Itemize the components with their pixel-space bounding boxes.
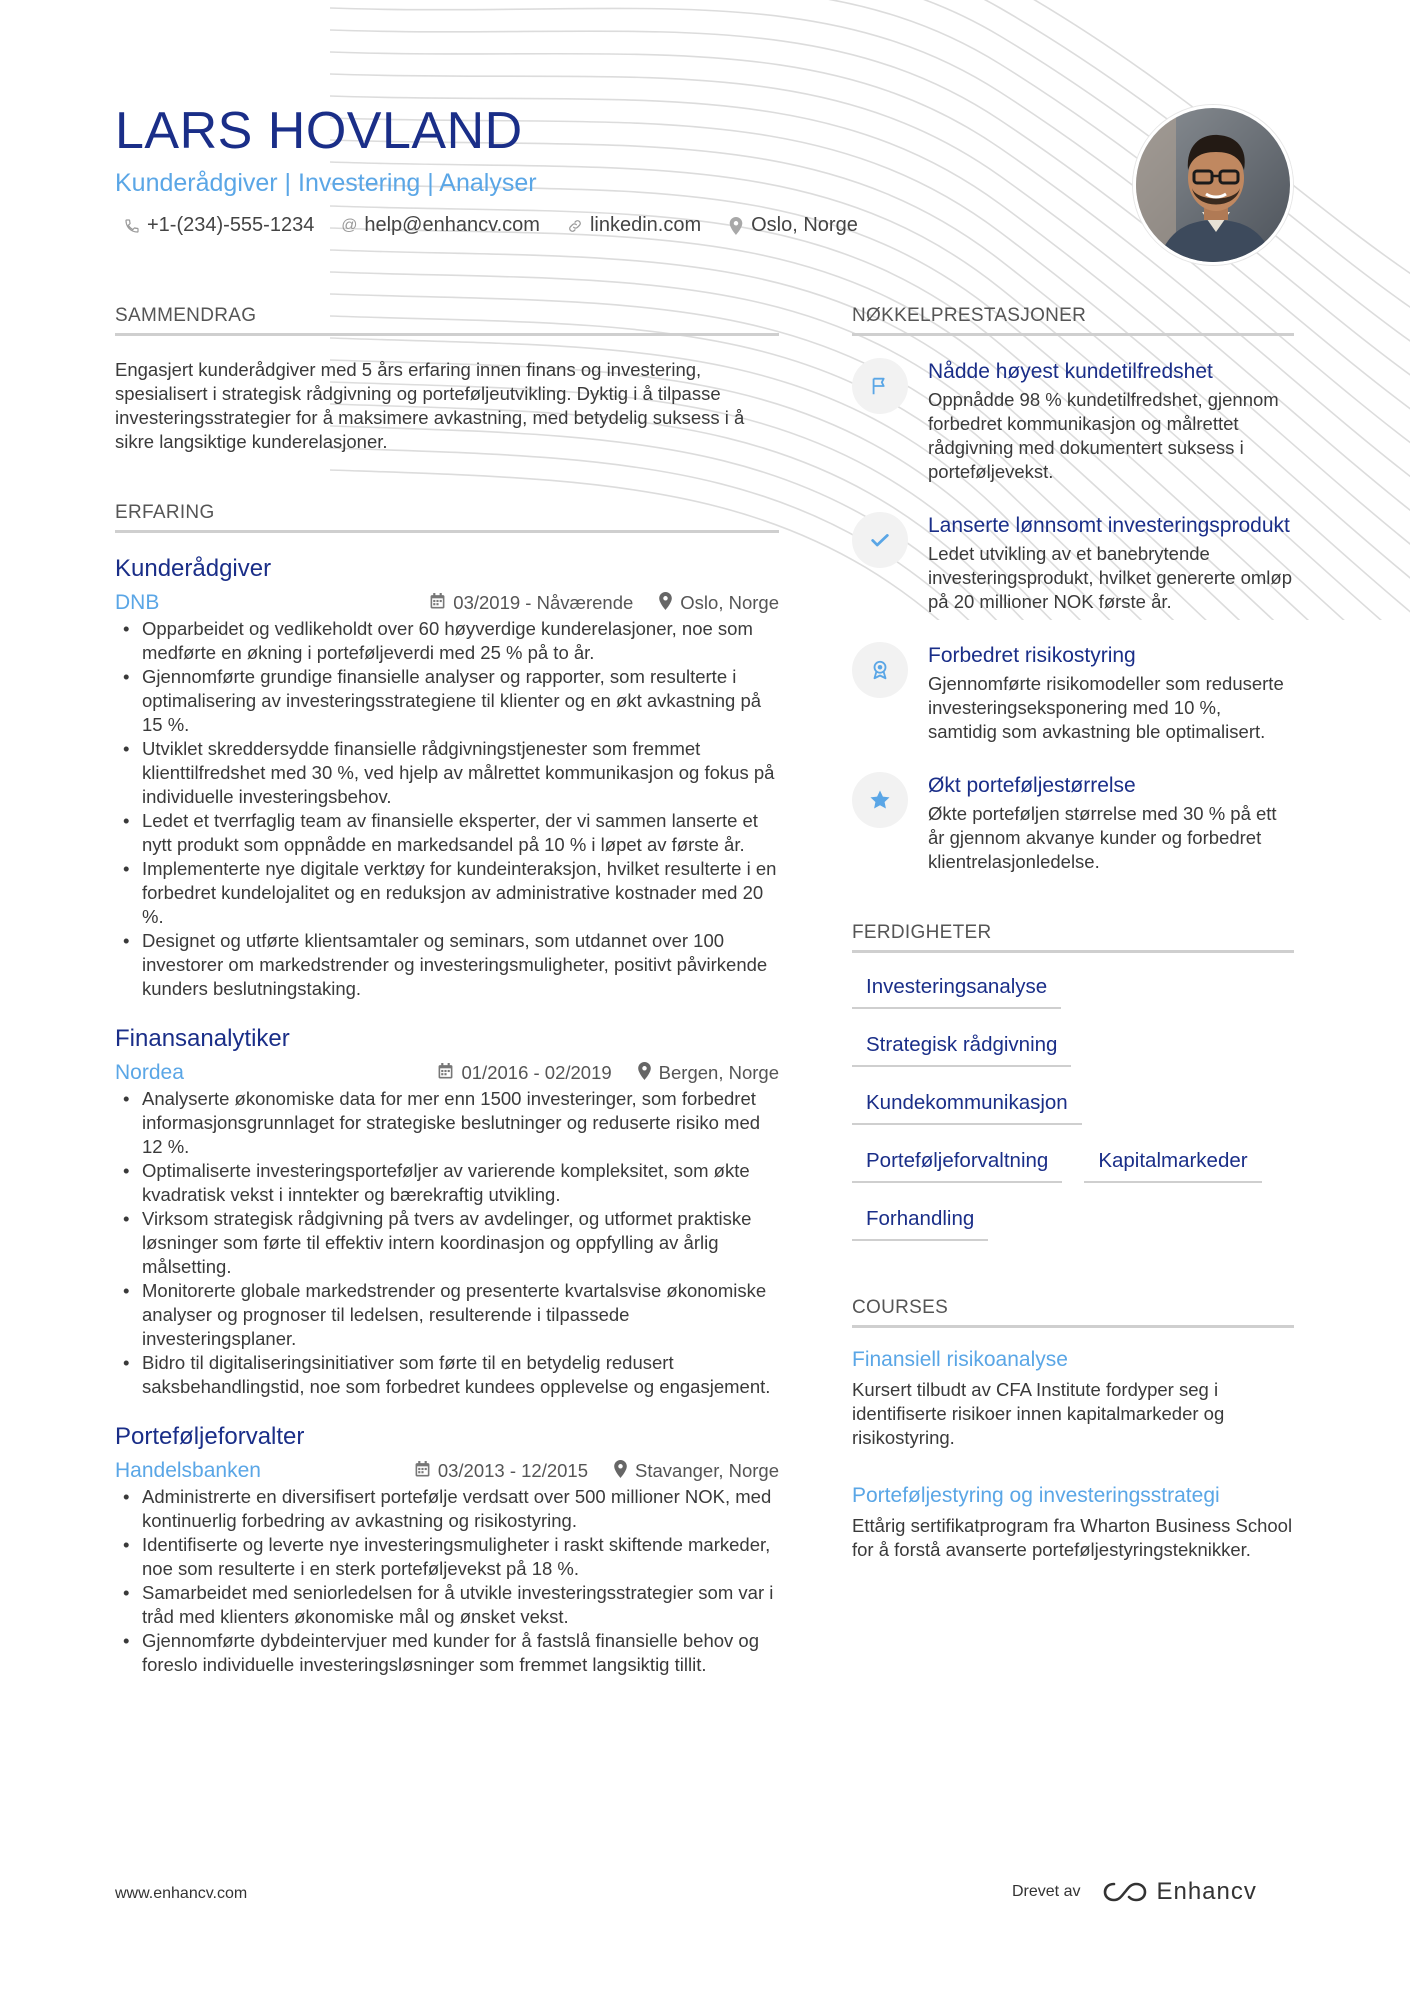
- job-bullet: • Ledet et tverrfaglig team av finansielle eksperter, der vi sammen lanserte et nytt produkt som oppnådde en markedsandel på 10 % i løpet av første år.: [115, 809, 779, 857]
- achievement-body: [928, 772, 1294, 874]
- skills-row: [852, 1033, 1294, 1067]
- job-meta: [115, 591, 779, 615]
- company-name: Nordea: [115, 1061, 184, 1084]
- location-pin-icon: [614, 1460, 627, 1483]
- job-location-text: Bergen, Norge: [658, 1062, 779, 1083]
- job-bullet: • Virksom strategisk rådgivning på tvers av avdelinger, og utformet praktiske løsninger som førte til effektiv intern koordinasjon og oppfylling av årlig målsetting.: [115, 1207, 779, 1279]
- linkedin-text: linkedin.com: [589, 214, 702, 236]
- job-dates-text: 03/2019 - Nåværende: [453, 592, 634, 613]
- job-location-text: Oslo, Norge: [680, 592, 779, 613]
- achievement-text: Gjennomførte risikomodeller som reduserte investeringseksponering med 10 %, samtidig som avkastning ble optimalisert.: [928, 673, 1284, 742]
- job-bullet: • Designet og utførte klientsamtaler og seminars, som utdannet over 100 investorer om markedstrender og investeringsmuligheter, positivt påvirkende kunders beslutningstaking.: [115, 929, 779, 1001]
- calendar-icon: [430, 593, 445, 614]
- course-item: [852, 1346, 1294, 1450]
- job-meta-details: [438, 1062, 779, 1085]
- skill-tag: Porteføljeforvaltning: [852, 1149, 1062, 1183]
- course-item: [852, 1482, 1294, 1562]
- experience-heading: ERFARING: [115, 502, 779, 533]
- job-bullet: • Opparbeidet og vedlikeholdt over 60 høyverdige kunderelasjoner, noe som medførte en økning i porteføljeverdi med 25 % på to år.: [115, 617, 779, 665]
- achievement-item: [852, 772, 1294, 874]
- check-icon: [852, 512, 908, 568]
- calendar-icon: [415, 1461, 430, 1482]
- job-bullet: • Bidro til digitaliseringsinitiativer som førte til en betydelig redusert saksbehandlingstid, noe som forbedret kundees opplevelse og engasjement.: [115, 1351, 779, 1399]
- job-location-text: Stavanger, Norge: [635, 1460, 779, 1481]
- skill-tag: Strategisk rådgivning: [852, 1033, 1071, 1067]
- contact-linkedin[interactable]: [566, 214, 701, 237]
- location-text: Oslo, Norge: [751, 214, 858, 236]
- job-bullet: • Analyserte økonomiske data for mer enn 1500 investeringer, som forbedret informasjonsgrunnlaget for strategiske beslutninger og reduserte risiko med 12 %.: [115, 1087, 779, 1159]
- achievement-body: [928, 358, 1294, 484]
- experience-list: [115, 553, 779, 1677]
- job-location: [659, 592, 779, 615]
- job-bullets: [115, 617, 779, 1001]
- summary-text: Engasjert kunderådgiver med 5 års erfaring innen finans og investering, spesialisert i strategisk rådgivning og porteføljeutvikling. Dyktig i å tilpasse investeringsstrategier for å maksimere avkastning, med betydelig suksess i å sikre langsiktige kunderelasjoner.: [115, 359, 745, 452]
- candidate-name: LARS HOVLAND: [115, 102, 523, 160]
- contact-email[interactable]: [340, 214, 540, 237]
- experience-entry: [115, 1023, 779, 1399]
- achievement-title: Lanserte lønnsomt investeringsprodukt: [928, 514, 1290, 537]
- location-pin-icon: [638, 1062, 651, 1085]
- achievements-list: [852, 358, 1294, 874]
- infinity-icon: [1102, 1880, 1148, 1904]
- link-icon: [566, 218, 584, 234]
- award-icon: [852, 642, 908, 698]
- job-bullet: • Gjennomførte dybdeintervjuer med kunder for å fastslå finansielle behov og foreslo individuelle investeringsløsninger som fremmet langsiktig tillit.: [115, 1629, 779, 1677]
- contact-location: [727, 214, 858, 237]
- skill-tag: Kundekommunikasjon: [852, 1091, 1082, 1125]
- brand-logo[interactable]: [1102, 1878, 1256, 1906]
- resume-header: [115, 100, 1115, 237]
- skills-row: [852, 1149, 1294, 1183]
- courses-heading: COURSES: [852, 1297, 1294, 1328]
- job-bullet: • Identifiserte og leverte nye investeringsmuligheter i raskt skiftende markeder, noe som resulterte i en sterk porteføljevekst på 18 %.: [115, 1533, 779, 1581]
- achievement-item: [852, 512, 1294, 614]
- job-title: Kunderådgiver: [115, 555, 272, 582]
- job-bullet: • Gjennomførte grundige finansielle analyser og rapporter, som resulterte i optimalisering av investeringsstrategiene til klienter og en økt avkastning på 15 %.: [115, 665, 779, 737]
- skills-row: [852, 1207, 1294, 1241]
- contact-phone[interactable]: [123, 214, 314, 237]
- star-icon: [852, 772, 908, 828]
- candidate-title: Kunderådgiver | Investering | Analyser: [115, 169, 537, 197]
- company-name: Handelsbanken: [115, 1459, 261, 1482]
- job-bullet: • Monitorerte globale markedstrender og presenterte kvartalsvise økonomiske analyser og prognoser til ledelsen, resulterende i tilpassede investeringsplaner.: [115, 1279, 779, 1351]
- job-dates-text: 01/2016 - 02/2019: [461, 1062, 612, 1083]
- flag-icon: [852, 358, 908, 414]
- job-location: [638, 1062, 779, 1085]
- courses-list: [852, 1346, 1294, 1562]
- at-icon: @: [341, 216, 358, 234]
- job-bullet: • Utviklet skreddersydde finansielle rådgivningstjenester som fremmet klienttilfredshet med 30 %, ved hjelp av målrettet kommunikasjon og fokus på individuelle investeringsbehov.: [115, 737, 779, 809]
- skills-heading: FERDIGHETER: [852, 922, 1294, 953]
- job-bullet: • Samarbeidet med seniorledelsen for å utvikle investeringsstrategier som var i tråd med klienters økonomiske mål og ønsket vekst.: [115, 1581, 779, 1629]
- job-meta-details: [430, 592, 779, 615]
- achievement-title: Økt porteføljestørrelse: [928, 774, 1136, 797]
- job-bullet: • Administrerte en diversifisert portefølje verdsatt over 500 millioner NOK, med kontinuerlig forbedring av avkastning og risikostyring.: [115, 1485, 779, 1533]
- skills-list: [852, 975, 1294, 1241]
- experience-entry: [115, 553, 779, 1001]
- right-column: [852, 305, 1294, 1562]
- footer-branding: [1012, 1878, 1257, 1906]
- email-text: help@enhancv.com: [364, 214, 540, 236]
- company-name: DNB: [115, 591, 160, 614]
- achievement-text: Ledet utvikling av et banebrytende investeringsprodukt, hvilket genererte omløp på 20 millioner NOK første år.: [928, 543, 1293, 612]
- skills-row: [852, 1091, 1294, 1125]
- achievement-text: Økte porteføljen størrelse med 30 % på ett år gjennom akvanye kunder og forbedret klientrelasjonledelse.: [928, 803, 1277, 872]
- powered-by-text: Drevet av: [1012, 1883, 1081, 1900]
- job-location: [614, 1460, 779, 1483]
- skill-tag: Investeringsanalyse: [852, 975, 1061, 1009]
- achievement-body: [928, 642, 1294, 744]
- left-column: [115, 305, 779, 1677]
- course-text: Kursert tilbudt av CFA Institute fordyper seg i identifiserte risikoer innen kapitalmarkeder og risikostyring.: [852, 1379, 1225, 1448]
- brand-name: Enhancv: [1156, 1878, 1257, 1905]
- achievement-item: [852, 642, 1294, 744]
- calendar-icon: [438, 1063, 453, 1084]
- job-dates: [415, 1460, 588, 1482]
- achievement-item: [852, 358, 1294, 484]
- job-bullet: • Implementerte nye digitale verktøy for kundeinteraksjon, hvilket resulterte i en forbedret kundelojalitet og en reduksjon av administrative kostnader med 20 %.: [115, 857, 779, 929]
- job-title: Finansanalytiker: [115, 1025, 290, 1052]
- experience-entry: [115, 1421, 779, 1677]
- phone-text: +1-(234)-555-1234: [147, 214, 315, 236]
- job-bullets: [115, 1087, 779, 1399]
- footer-website[interactable]: www.enhancv.com: [115, 1885, 248, 1902]
- achievement-body: [928, 512, 1294, 614]
- skills-row: [852, 975, 1294, 1009]
- location-pin-icon: [727, 217, 745, 235]
- job-bullet: • Optimaliserte investeringsporteføljer av varierende kompleksitet, som økte kvadratisk vekst i inntekter og bærekraftig utvikling.: [115, 1159, 779, 1207]
- course-title: Finansiell risikoanalyse: [852, 1348, 1068, 1371]
- course-text: Ettårig sertifikatprogram fra Wharton Business School for å forstå avanserte porteføljestyringsteknikker.: [852, 1515, 1293, 1560]
- avatar: [1133, 105, 1293, 265]
- contact-list: [123, 214, 1115, 237]
- achievements-heading: NØKKELPRESTASJONER: [852, 305, 1294, 336]
- skill-tag: Forhandling: [852, 1207, 988, 1241]
- job-bullets: [115, 1485, 779, 1677]
- achievement-title: Nådde høyest kundetilfredshet: [928, 360, 1213, 383]
- summary-heading: SAMMENDRAG: [115, 305, 779, 336]
- job-dates: [438, 1062, 611, 1084]
- skill-tag: Kapitalmarkeder: [1084, 1149, 1261, 1183]
- job-dates-text: 03/2013 - 12/2015: [437, 1460, 589, 1481]
- achievement-text: Oppnådde 98 % kundetilfredshet, gjennom forbedret kommunikasjon og målrettet rådgivning med dokumentert suksess i porteføljevekst.: [928, 389, 1279, 482]
- phone-icon: [123, 218, 141, 234]
- achievement-title: Forbedret risikostyring: [928, 644, 1136, 667]
- job-meta: [115, 1061, 779, 1085]
- job-meta: [115, 1459, 779, 1483]
- job-meta-details: [415, 1460, 779, 1483]
- location-pin-icon: [659, 592, 672, 615]
- job-dates: [430, 592, 633, 614]
- course-title: Porteføljestyring og investeringsstrategi: [852, 1484, 1220, 1507]
- job-title: Porteføljeforvalter: [115, 1423, 305, 1450]
